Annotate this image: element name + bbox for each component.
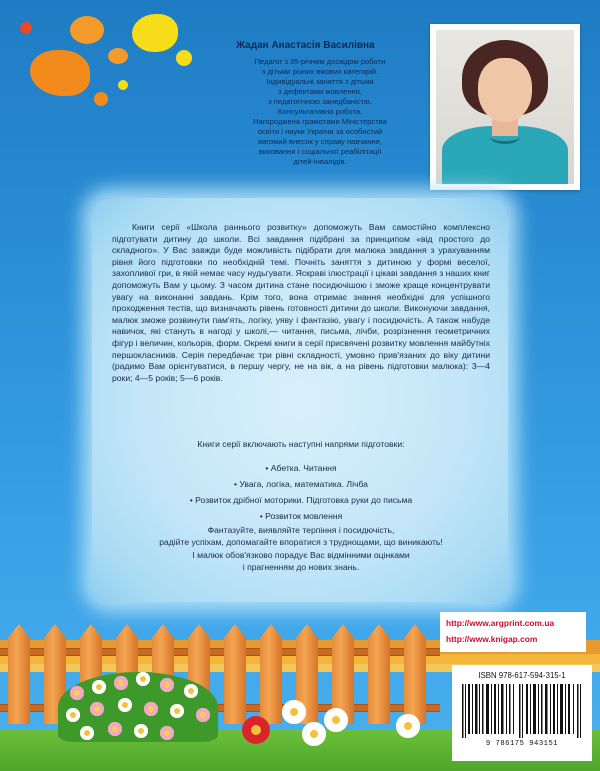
website-links (440, 612, 586, 652)
direction-item: • Абетка. Читання (265, 463, 337, 473)
pink-flower (114, 676, 128, 690)
author-photo-frame (430, 24, 580, 190)
author-info (210, 40, 430, 167)
author-bio-line: з дітьми різних вікових категорій. (261, 67, 379, 76)
direction-item: • Розвиток мовлення (259, 511, 343, 521)
daisy (282, 700, 306, 724)
author-bio-line: Консультативна робота. (277, 107, 363, 116)
author-bio-line: вагомий внесок у справу навчання, (258, 137, 382, 146)
barcode-box (452, 665, 592, 761)
white-flower (170, 704, 184, 718)
author-photo (436, 30, 574, 184)
daisy (302, 722, 326, 746)
barcode-number: 9 786175 943151 (485, 740, 559, 748)
pink-flower (196, 708, 210, 722)
pink-flower (70, 686, 84, 700)
paint-drop-orange (94, 92, 108, 106)
white-flower (66, 708, 80, 722)
directions-title: Книги серії включають наступні напрями підготовки: (197, 439, 405, 449)
pink-flower (108, 722, 122, 736)
fence-picket (260, 624, 282, 724)
daisy (324, 708, 348, 732)
author-name: Жадан Анастасія Василівна (236, 40, 375, 51)
closing-line: і прагненням до нових знань. (242, 562, 360, 573)
pink-flower (144, 702, 158, 716)
white-flower (80, 726, 94, 740)
isbn-label: ISBN 978-617-594-315-1 (478, 671, 566, 680)
fence-picket (404, 624, 426, 724)
paint-drop-yellow (118, 80, 128, 90)
white-flower (184, 684, 198, 698)
direction-item: • Увага, логіка, математика. Лічба (234, 479, 368, 489)
pink-flower (90, 702, 104, 716)
author-bio-line: освіти і науки України за особистий (257, 127, 383, 136)
fence-picket (8, 624, 30, 724)
red-flower (242, 716, 270, 744)
paint-splash-orange (30, 50, 90, 96)
white-flower (136, 672, 150, 686)
barcode-icon (460, 684, 584, 738)
white-flower (92, 680, 106, 694)
author-bio-line: Індивідуальні заняття з дітьми (266, 77, 374, 86)
author-bio-line: Нагороджена грамотами Міністерства (253, 117, 387, 126)
white-flower (134, 724, 148, 738)
author-bio-line: дітей-інвалідів. (293, 157, 347, 166)
direction-item: • Розвиток дрібної моторики. Підготовка руки до письма (189, 495, 413, 505)
pink-flower (160, 726, 174, 740)
fence-picket (368, 624, 390, 724)
fence-picket (224, 624, 246, 724)
closing-line: радійте успіхам, допомагайте впоратися з труднощами, що виникають! (159, 537, 443, 548)
author-bio-line: Педагог з 35-річним досвідом роботи (254, 57, 386, 66)
author-bio-line: виховання і соціальної реабілітації (258, 147, 382, 156)
closing-line: І малюк обов'язково порадує Вас відмінними оцінками (192, 549, 410, 560)
white-flower (118, 698, 132, 712)
paint-splash-yellow-small (176, 50, 192, 66)
directions-list (112, 460, 490, 524)
paint-splash-yellow (132, 14, 178, 52)
website-link-argprint[interactable]: http://www.argprint.com.ua (446, 618, 555, 628)
daisy (396, 714, 420, 738)
author-bio-line: з педагогічною занедбаністю. (268, 97, 372, 106)
author-bio (210, 57, 430, 167)
author-bio-line: з дефектами мовлення, (278, 87, 362, 96)
closing-line: Фантазуйте, виявляйте терпіння і посидючість, (207, 525, 395, 535)
paint-splash-orange-small (108, 48, 128, 64)
series-description: Книги серії «Школа раннього розвитку» допоможуть Вам самостійно комплексно підготувати дитину до школи. Всі завдання підібрані за принципом «від простого до складного». У Вас завжди буде можливість підібрати для малюка завдання з урахуванням рівня його підготовки по необхідній темі. Почніть заняття з дитиною у формі веселої, захопливої гри, в якій немає часу нудьгувати. Яскраві ілюстрації і цікаві завдання з наших книг допоможуть Вам у цьому. З часом дитина стане посидючішою і зможе краще концентрувати увагу на виконанні завдань. Крім того, вона отримає знання необхідні для успішного проходження тестів, що визначають рівень готовності дитини до школи. Виконуючи завдання, малюк зможе розвинути пам'ять, логіку, уяву і фантазію, увагу і посидючість. А також набуде навичок, які стануть в нагоді у школі,— читання, письма, лічби, розрізнення геометричних фігур і величин, кольорів, форм. Окремі книги в серії присвячені розвитку мовлення майбутніх першокласників. Серія передбачає три рівні складності, умовно прив'язаних до віку дитини (радимо Вам орієнтуватися, в першу чергу, не на вік, а на рівень підготовки малюка): 3—4 роки; 4—5 років; 5—6 років. (112, 222, 490, 383)
paint-splash-red (20, 22, 32, 34)
website-link-knigap[interactable]: http://www.knigap.com (446, 634, 538, 644)
pink-flower (160, 678, 174, 692)
closing-text (112, 524, 490, 574)
paint-splash-orange-small (70, 16, 104, 44)
